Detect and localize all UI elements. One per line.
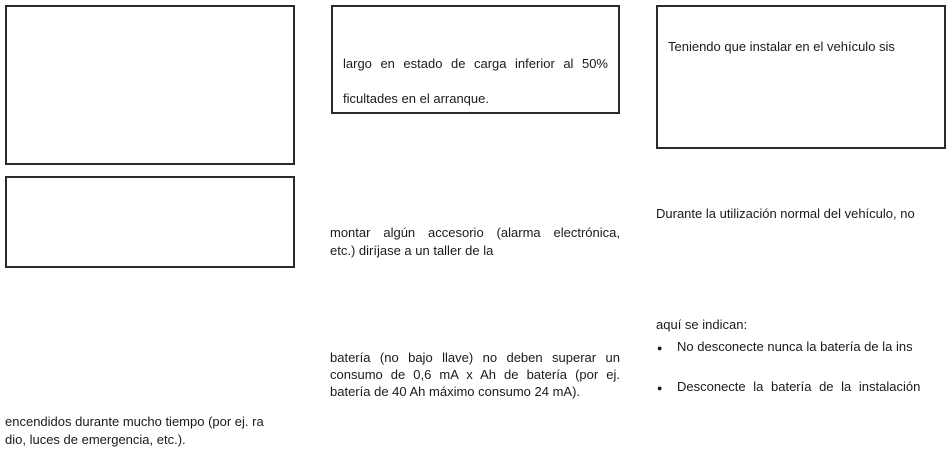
bullet-text-1: No desconecte nunca la batería de la ins bbox=[677, 339, 913, 354]
col1-text-line-2: dio, luces de emergencia, etc.). bbox=[5, 432, 186, 447]
list-item bbox=[657, 339, 913, 356]
install-box-text: Teniendo que instalar en el vehículo sis bbox=[668, 39, 895, 54]
bullet-icon: ● bbox=[657, 383, 663, 393]
warning-box-line-1: largo en estado de carga inferior al 50% bbox=[343, 56, 608, 71]
battery-line-3: batería de 40 Ah máximo consumo 24 mA). bbox=[330, 384, 581, 399]
battery-line-1: batería (no bajo llave) no deben superar un bbox=[330, 350, 620, 365]
normal-use-text: Durante la utilización normal del vehículo, no bbox=[656, 206, 915, 221]
image-placeholder-box-2 bbox=[5, 176, 295, 268]
image-placeholder-box-1 bbox=[5, 5, 295, 165]
warning-box-install bbox=[656, 5, 946, 149]
bullet-icon: ● bbox=[657, 343, 663, 353]
bullet-intro: aquí se indican: bbox=[656, 317, 748, 332]
battery-line-2: consumo de 0,6 mA x Ah de batería (por ej. bbox=[330, 367, 620, 382]
accessory-line-1: montar algún accesorio (alarma electrónica, bbox=[330, 225, 620, 240]
accessory-line-2: etc.) diríjase a un taller de la bbox=[330, 243, 494, 258]
col1-text-line-1: encendidos durante mucho tiempo (por ej. ra bbox=[5, 414, 264, 429]
list-item bbox=[657, 379, 920, 396]
warning-box-charge bbox=[331, 5, 620, 114]
bullet-text-2: Desconecte la batería de la instalación bbox=[677, 379, 921, 394]
warning-box-line-2: ficultades en el arranque. bbox=[343, 91, 489, 106]
